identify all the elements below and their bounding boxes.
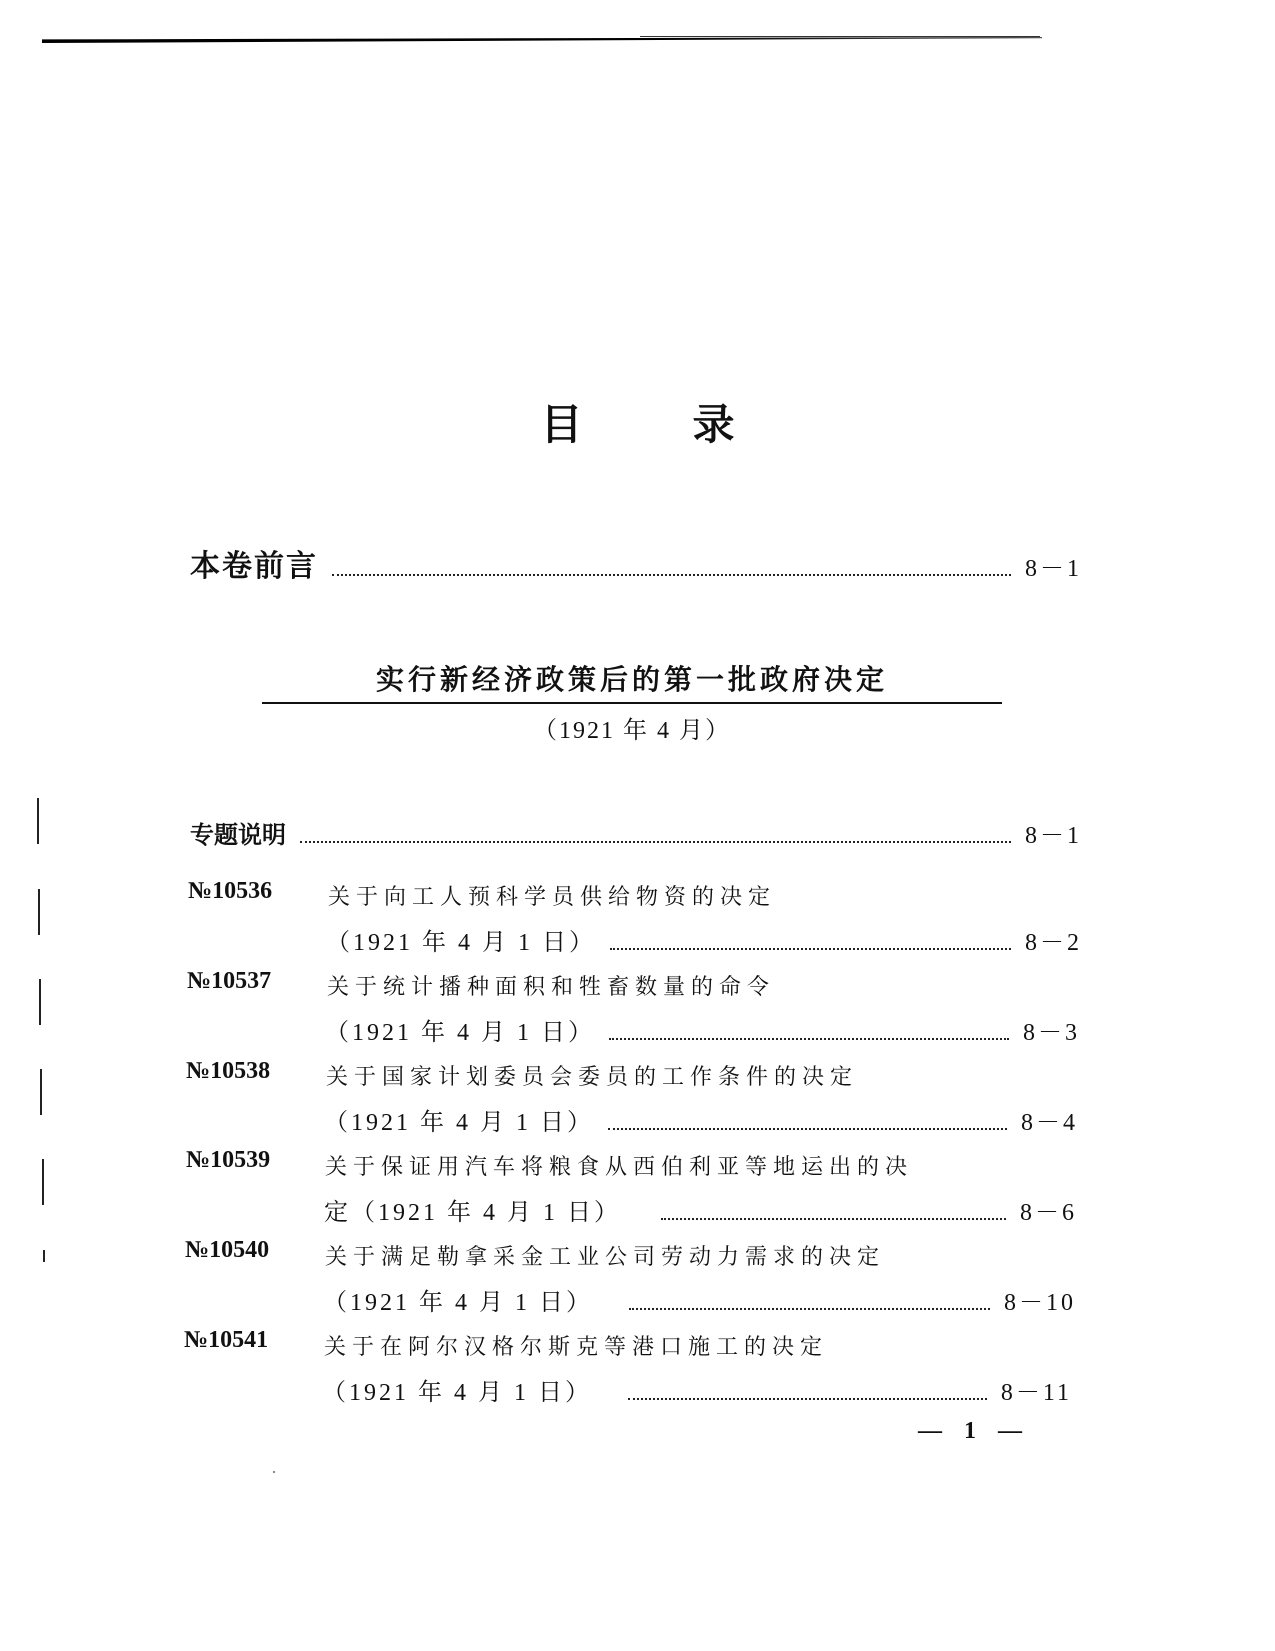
document-number: №10541 bbox=[184, 1327, 269, 1353]
document-number: №10540 bbox=[185, 1237, 270, 1263]
dot-leader bbox=[609, 1037, 1009, 1040]
document-date-line bbox=[322, 1372, 1072, 1407]
page-number: 8－11 bbox=[1000, 1380, 1072, 1406]
toc-entry-preface[interactable] bbox=[190, 541, 1082, 585]
preface-label: 本卷前言 bbox=[190, 549, 318, 584]
margin-mark bbox=[43, 1250, 45, 1262]
document-date-line bbox=[324, 1102, 1078, 1137]
document-date: （1921 年 4 月 1 日） bbox=[325, 1020, 595, 1046]
document-date: （1921 年 4 月 1 日） bbox=[324, 1110, 594, 1136]
document-number: №10537 bbox=[187, 968, 272, 994]
margin-mark bbox=[37, 798, 39, 844]
dot-leader bbox=[629, 1307, 990, 1310]
header-rule bbox=[42, 37, 1042, 43]
margin-mark bbox=[42, 1159, 44, 1205]
margin-mark bbox=[40, 1069, 42, 1115]
document-date: （1921 年 4 月 1 日） bbox=[322, 1380, 592, 1406]
page-title: 目录 bbox=[540, 400, 845, 449]
page-number: 8－10 bbox=[1004, 1290, 1076, 1316]
document-title: 关于保证用汽车将粮食从西伯利亚等地运出的决 bbox=[325, 1155, 914, 1180]
document-title: 关于统计播种面积和牲畜数量的命令 bbox=[327, 975, 776, 1000]
document-title: 关于在阿尔汉格尔斯克等港口施工的决定 bbox=[324, 1335, 829, 1360]
document-title: 关于满足勒拿采金工业公司劳动力需求的决定 bbox=[325, 1245, 886, 1270]
dot-leader bbox=[610, 947, 1011, 950]
dot-leader bbox=[332, 573, 1011, 576]
document-number: №10539 bbox=[186, 1147, 271, 1173]
header-rule-thin bbox=[640, 36, 1040, 37]
dot-leader bbox=[300, 840, 1011, 843]
document-title: 关于国家计划委员会委员的工作条件的决定 bbox=[326, 1065, 859, 1090]
document-date: （1921 年 4 月 1 日） bbox=[326, 930, 596, 956]
page-number: 8－4 bbox=[1021, 1110, 1078, 1136]
document-date-line bbox=[326, 922, 1082, 957]
page-number: 8－1 bbox=[1025, 823, 1082, 849]
page-number: 8－1 bbox=[1025, 556, 1082, 582]
document-date: 定（1921 年 4 月 1 日） bbox=[324, 1200, 621, 1226]
page-number: 8－3 bbox=[1023, 1020, 1080, 1046]
document-date: （1921 年 4 月 1 日） bbox=[323, 1290, 593, 1316]
toc-entry-topic-note[interactable] bbox=[190, 815, 1082, 850]
dot-leader bbox=[628, 1397, 987, 1400]
document-date-line bbox=[324, 1192, 1077, 1227]
section-date: （1921 年 4 月） bbox=[533, 718, 731, 744]
document-date-line bbox=[323, 1282, 1076, 1317]
scan-speck bbox=[273, 1471, 275, 1473]
topic-note-label: 专题说明 bbox=[190, 821, 286, 849]
document-number: №10538 bbox=[186, 1058, 271, 1084]
document-title: 关于向工人预科学员供给物资的决定 bbox=[328, 885, 777, 910]
document-number: №10536 bbox=[188, 878, 273, 904]
page-number: 8－2 bbox=[1025, 930, 1082, 956]
page-number: 8－6 bbox=[1020, 1200, 1077, 1226]
dot-leader bbox=[608, 1127, 1007, 1130]
margin-mark bbox=[39, 979, 41, 1025]
margin-mark bbox=[38, 889, 40, 935]
document-date-line bbox=[325, 1012, 1080, 1047]
section-heading: 实行新经济政策后的第一批政府决定 bbox=[262, 658, 1002, 704]
dot-leader bbox=[661, 1217, 1006, 1220]
footer-page-number: — 1 — bbox=[918, 1418, 1030, 1444]
